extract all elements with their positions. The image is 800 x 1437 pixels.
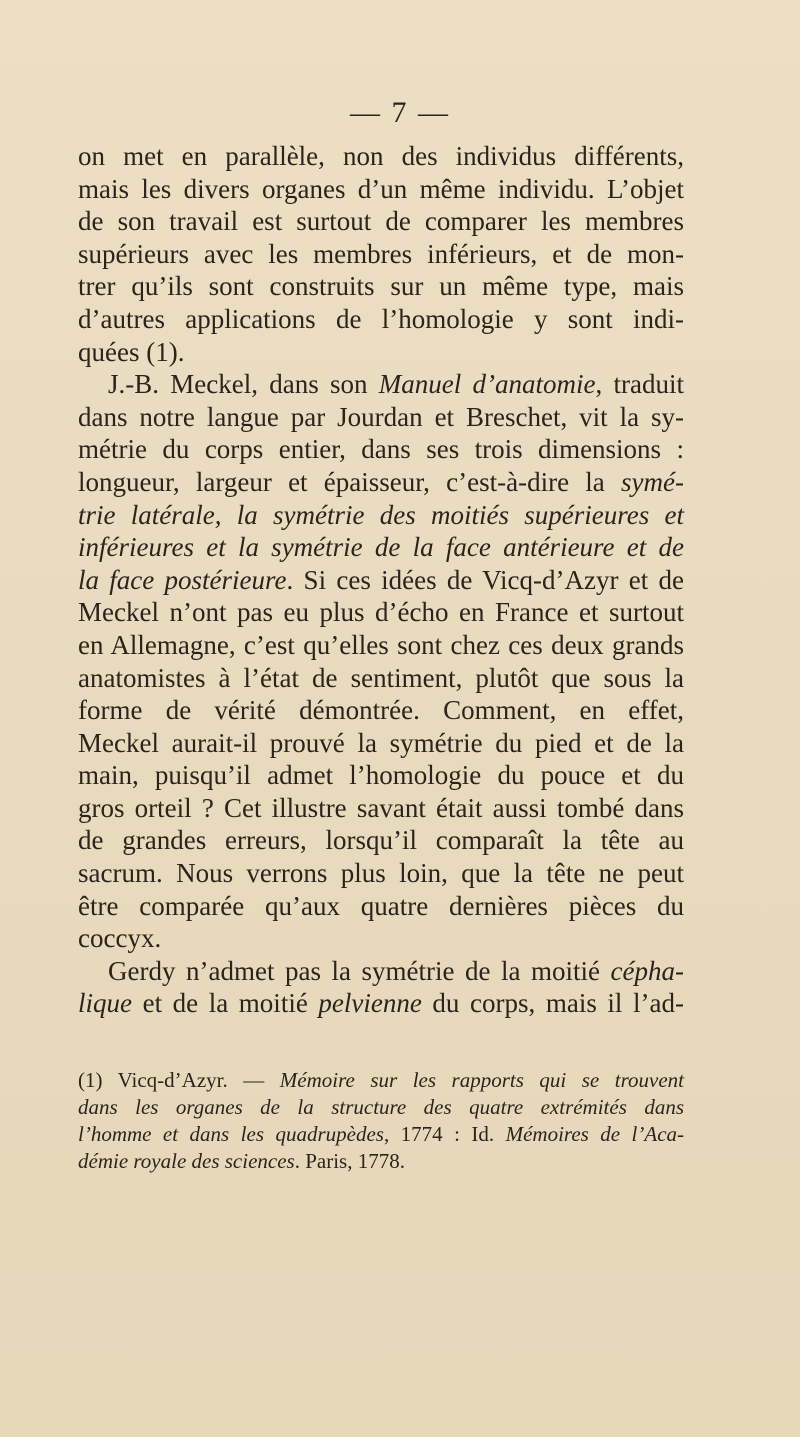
text-line [78, 173, 684, 206]
text-line [78, 759, 684, 792]
text-segment: Gerdy n’admet pas la symétrie de la moitié [108, 955, 611, 986]
text-segment: main, puisqu’il admet l’homologie du pouce et du [78, 760, 684, 791]
text-segment: être comparée qu’aux quatre dernières pièces du [78, 890, 684, 921]
text-segment: coccyx. [78, 923, 162, 954]
text-segment: métrie du corps entier, dans ses trois dimensions : [78, 434, 684, 465]
text-line [78, 140, 684, 173]
text-segment: on met en parallèle, non des individus différents, [78, 141, 684, 171]
page-number: — 7 — [350, 96, 450, 129]
footnote-line [78, 1148, 684, 1175]
italic-text: Manuel d’anatomie [378, 369, 596, 400]
text-line [78, 987, 684, 1020]
italic-text: inférieures et la symétrie de la face antérieure et de [78, 532, 684, 563]
text-line [78, 824, 684, 857]
text-line [78, 303, 684, 336]
text-segment: longueur, largeur et épaisseur, c’est-à-dire la [78, 466, 622, 497]
text-line [78, 857, 684, 890]
text-segment: de grandes erreurs, lorsqu’il comparaît la tête au [78, 825, 684, 856]
text-segment: de son travail est surtout de comparer les membres [78, 206, 684, 237]
text-segment: Meckel aurait-il prouvé la symétrie du pied et de la [78, 727, 684, 758]
text-segment: du corps, mais il l’ad- [421, 988, 684, 1019]
italic-text: dans les organes de la structure des quatre extrémités dans [78, 1095, 684, 1119]
text-segment: Meckel n’ont pas eu plus d’écho en France et surtout [78, 597, 684, 628]
text-segment: trer qu’ils sont construits sur un même type, mais [78, 271, 684, 302]
text-line [78, 922, 684, 955]
text-line [78, 694, 684, 727]
text-line [78, 499, 684, 532]
text-line [78, 238, 684, 271]
italic-text: trie latérale, la symétrie des moitiés supérieures et [78, 499, 684, 530]
text-segment: quées (1). [78, 336, 185, 367]
text-line [78, 401, 684, 434]
italic-text: l’homme et dans les quadrupèdes [78, 1122, 384, 1146]
text-line [78, 955, 684, 988]
text-segment: , traduit [595, 369, 684, 400]
text-line [78, 792, 684, 825]
text-segment: . Paris, 1778. [294, 1149, 405, 1173]
text-segment: J.-B. Meckel, dans son [108, 369, 379, 400]
text-line [78, 368, 684, 401]
text-segment: d’autres applications de l’homologie y sont indi- [78, 303, 684, 334]
text-line [78, 629, 684, 662]
text-segment: supérieurs avec les membres inférieurs, et de mon- [78, 238, 684, 269]
text-segment: sacrum. Nous verrons plus loin, que la tête ne peut [78, 858, 684, 889]
footnote-line [78, 1067, 684, 1094]
text-segment: mais les divers organes d’un même individu. L’objet [78, 173, 684, 204]
text-line [78, 564, 684, 597]
footnote-line [78, 1121, 684, 1148]
text-segment: , 1774 : Id. [383, 1122, 506, 1146]
italic-text: cépha- [610, 955, 684, 986]
text-line [78, 433, 684, 466]
text-segment: gros orteil ? Cet illustre savant était aussi tombé dans [78, 792, 684, 823]
text-line [78, 205, 684, 238]
italic-text: la face postérieure [78, 564, 287, 595]
body-text [78, 140, 684, 1020]
italic-text: symé- [621, 466, 684, 497]
text-line [78, 466, 684, 499]
footnote-block [78, 1067, 684, 1175]
text-segment: forme de vérité démontrée. Comment, en effet, [78, 695, 684, 726]
text-segment: anatomistes à l’état de sentiment, plutôt que sous la [78, 662, 684, 693]
text-line [78, 270, 684, 303]
text-line [78, 531, 684, 564]
text-line [78, 890, 684, 923]
text-segment: . Si ces idées de Vicq-d’Azyr et de [286, 564, 684, 595]
text-line [78, 727, 684, 760]
italic-text: Mémoire sur les rapports qui se trouvent [279, 1068, 684, 1092]
text-segment: (1) Vicq-d’Azyr. — [78, 1068, 280, 1092]
italic-text: pelvienne [318, 988, 422, 1019]
text-line [78, 596, 684, 629]
italic-text: Mémoires de l’Aca- [505, 1122, 685, 1146]
text-line [78, 662, 684, 695]
italic-text: démie royale des sciences [78, 1149, 295, 1173]
text-segment: et de la moitié [132, 988, 319, 1019]
text-segment: dans notre langue par Jourdan et Breschet, vit la sy- [78, 401, 684, 432]
text-segment: en Allemagne, c’est qu’elles sont chez ces deux grands [78, 629, 684, 660]
footnote-line [78, 1094, 684, 1121]
text-line [78, 336, 684, 369]
italic-text: lique [78, 988, 132, 1019]
